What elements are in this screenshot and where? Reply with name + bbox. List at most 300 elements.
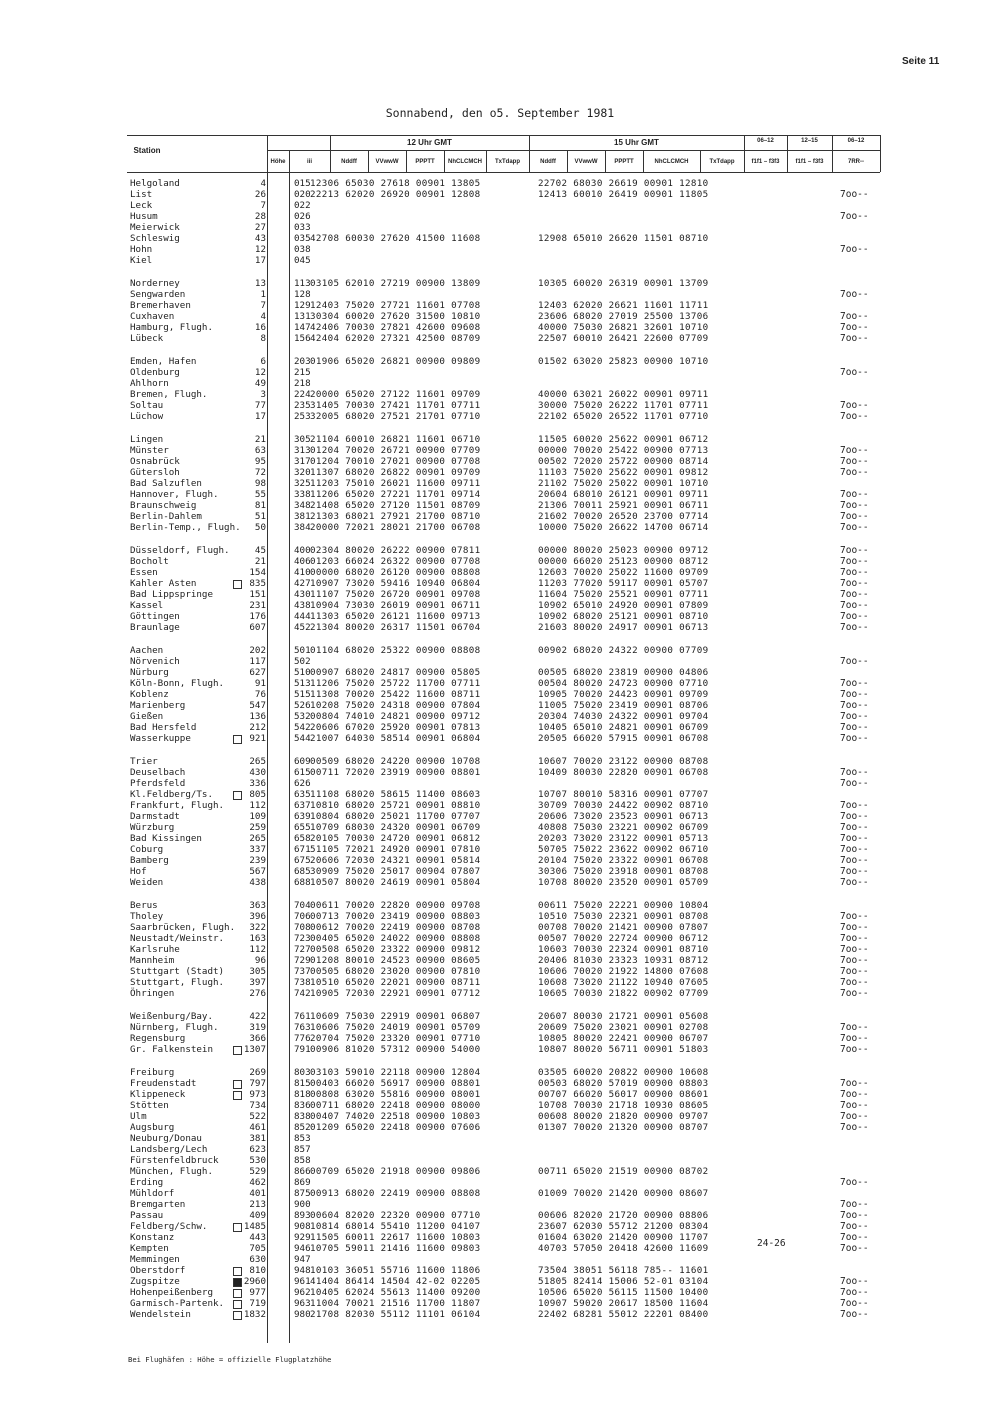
station-name: Wasserkuppe bbox=[130, 733, 191, 744]
obs-12-gmt: 10804 68020 25021 11700 07707 bbox=[310, 811, 481, 822]
obs-15-gmt: 10707 80010 58316 00901 07707 bbox=[538, 789, 709, 800]
station-altitude: 12 bbox=[254, 244, 266, 255]
obs-15-gmt: 10607 70020 23122 00900 08708 bbox=[538, 756, 709, 767]
precip-code: 7oo-- bbox=[840, 1221, 869, 1232]
obs-15-gmt: 10708 70030 21718 10930 08605 bbox=[538, 1100, 709, 1111]
header-sum-b: 12–15 bbox=[801, 138, 818, 144]
station-index: 305 bbox=[294, 434, 311, 445]
mountain-station-marker bbox=[233, 1300, 242, 1309]
station-name: Neuburg/Donau bbox=[130, 1133, 202, 1144]
station-altitude: 269 bbox=[249, 1067, 266, 1078]
obs-15-gmt: 10409 80030 22820 00901 06708 bbox=[538, 767, 709, 778]
header-12-gmt: 12 Uhr GMT bbox=[407, 138, 452, 147]
precip-code: 7oo-- bbox=[840, 1276, 869, 1287]
station-altitude: 401 bbox=[249, 1188, 266, 1199]
precip-code: 7oo-- bbox=[840, 944, 869, 955]
station-index: 038 bbox=[294, 244, 311, 255]
station-name: Münster bbox=[130, 445, 169, 456]
mountain-station-marker bbox=[233, 735, 242, 744]
precip-code: 7oo-- bbox=[840, 556, 869, 567]
station-index: 685 bbox=[294, 866, 311, 877]
obs-15-gmt: 11103 75020 25622 00901 09812 bbox=[538, 467, 709, 478]
station-altitude: 81 bbox=[254, 500, 266, 511]
station-altitude: 921 bbox=[249, 733, 266, 744]
precip-code: 7oo-- bbox=[840, 1287, 869, 1298]
station-altitude: 7 bbox=[260, 300, 266, 311]
station-name: Bamberg bbox=[130, 855, 169, 866]
header-col-12-2: VVwwW bbox=[375, 159, 399, 165]
station-altitude: 43 bbox=[254, 233, 266, 244]
obs-15-gmt: 10000 75020 26622 14700 06714 bbox=[538, 522, 709, 533]
station-index: 615 bbox=[294, 767, 311, 778]
precip-code: 7oo-- bbox=[840, 678, 869, 689]
precip-code: 7oo-- bbox=[840, 1232, 869, 1243]
precip-code: 7oo-- bbox=[840, 589, 869, 600]
obs-12-gmt: 00604 82020 22320 00900 07710 bbox=[310, 1210, 481, 1221]
station-altitude: 49 bbox=[254, 378, 266, 389]
station-index: 980 bbox=[294, 1309, 311, 1320]
obs-12-gmt: 10208 75020 24318 00900 07804 bbox=[310, 700, 481, 711]
mountain-station-marker bbox=[233, 1278, 242, 1287]
station-index: 438 bbox=[294, 600, 311, 611]
precip-code: 7oo-- bbox=[840, 1044, 869, 1055]
obs-12-gmt: 21408 65020 27120 11501 08709 bbox=[310, 500, 481, 511]
obs-15-gmt: 03505 60020 20822 00900 10608 bbox=[538, 1067, 709, 1078]
station-index: 218 bbox=[294, 378, 311, 389]
precip-code: 7oo-- bbox=[840, 1100, 869, 1111]
obs-12-gmt: 10905 72030 22921 00901 07712 bbox=[310, 988, 481, 999]
station-name: Kempten bbox=[130, 1243, 169, 1254]
station-name: Weißenburg/Bay. bbox=[130, 1011, 213, 1022]
station-altitude: 977 bbox=[249, 1287, 266, 1298]
obs-12-gmt: 00711 68020 22418 00900 08000 bbox=[310, 1100, 481, 1111]
precip-code: 7oo-- bbox=[840, 500, 869, 511]
precip-code: 7oo-- bbox=[840, 1033, 869, 1044]
station-index: 948 bbox=[294, 1265, 311, 1276]
station-name: Lingen bbox=[130, 434, 164, 445]
obs-15-gmt: 21603 80020 24917 00901 06713 bbox=[538, 622, 709, 633]
obs-15-gmt: 21602 70020 26520 23700 07714 bbox=[538, 511, 709, 522]
precip-code: 7oo-- bbox=[840, 567, 869, 578]
mountain-station-marker bbox=[233, 1311, 242, 1320]
precip-code: 7oo-- bbox=[840, 1122, 869, 1133]
obs-15-gmt: 00000 70020 25422 00900 07713 bbox=[538, 445, 709, 456]
station-index: 313 bbox=[294, 445, 311, 456]
station-altitude: 319 bbox=[249, 1022, 266, 1033]
precip-code: 7oo-- bbox=[840, 988, 869, 999]
obs-15-gmt: 12603 70020 25022 11600 09709 bbox=[538, 567, 709, 578]
obs-15-gmt: 10606 70020 21922 14800 07608 bbox=[538, 966, 709, 977]
precip-code: 7oo-- bbox=[840, 844, 869, 855]
station-name: Hohn bbox=[130, 244, 153, 255]
station-index: 946 bbox=[294, 1243, 311, 1254]
header-col-15-2: VVwwW bbox=[574, 159, 598, 165]
station-index: 961 bbox=[294, 1276, 311, 1287]
precip-code: 7oo-- bbox=[840, 522, 869, 533]
station-index: 727 bbox=[294, 944, 311, 955]
station-name: Köln-Bonn, Flugh. bbox=[130, 678, 225, 689]
precip-code: 7oo-- bbox=[840, 1078, 869, 1089]
station-name: Mannheim bbox=[130, 955, 175, 966]
station-altitude: 239 bbox=[249, 855, 266, 866]
obs-12-gmt: 10405 62024 55613 11400 09200 bbox=[310, 1287, 481, 1298]
station-altitude: 213 bbox=[249, 1199, 266, 1210]
station-index: 113 bbox=[294, 278, 311, 289]
obs-15-gmt: 10902 65010 24920 00901 07809 bbox=[538, 600, 709, 611]
obs-12-gmt: 01203 66024 26322 00900 07708 bbox=[310, 556, 481, 567]
obs-15-gmt: 10708 80020 23520 00901 05709 bbox=[538, 877, 709, 888]
station-index: 033 bbox=[294, 222, 311, 233]
obs-12-gmt: 11004 70021 21516 11700 11807 bbox=[310, 1298, 481, 1309]
obs-12-gmt: 00509 68020 24220 00900 10708 bbox=[310, 756, 481, 767]
station-index: 929 bbox=[294, 1232, 311, 1243]
obs-12-gmt: 12403 75020 27721 11601 07708 bbox=[310, 300, 481, 311]
obs-12-gmt: 31405 70030 27421 11701 07711 bbox=[310, 400, 481, 411]
station-name: Saarbrücken, Flugh. bbox=[130, 922, 236, 933]
station-altitude: 627 bbox=[249, 667, 266, 678]
header-sum-c-sub: 7RR-- bbox=[848, 159, 864, 165]
header-col-12-3: PPPTT bbox=[415, 159, 435, 165]
header-sum-a: 06–12 bbox=[757, 138, 774, 144]
station-index: 639 bbox=[294, 811, 311, 822]
obs-15-gmt: 01604 63020 21420 00900 11707 bbox=[538, 1232, 709, 1243]
station-name: Bocholt bbox=[130, 556, 169, 567]
station-altitude: 96 bbox=[254, 955, 266, 966]
precip-code: 7oo-- bbox=[840, 767, 869, 778]
station-altitude: 17 bbox=[254, 411, 266, 422]
station-name: Ahlhorn bbox=[130, 378, 169, 389]
station-name: Bad Salzuflen bbox=[130, 478, 202, 489]
station-name: Pferdsfeld bbox=[130, 778, 186, 789]
station-altitude: 176 bbox=[249, 611, 266, 622]
obs-12-gmt: 42708 60030 27620 41500 11608 bbox=[310, 233, 481, 244]
station-altitude: 547 bbox=[249, 700, 266, 711]
header-col-15-4: NhCLCMCH bbox=[654, 159, 689, 165]
obs-15-gmt: 00000 80020 25023 00900 09712 bbox=[538, 545, 709, 556]
station-altitude: 276 bbox=[249, 988, 266, 999]
station-name: Hof bbox=[130, 866, 147, 877]
station-name: Frankfurt, Flugh. bbox=[130, 800, 225, 811]
station-name: Fürstenfeldbruck bbox=[130, 1155, 219, 1166]
obs-15-gmt: 50705 75022 23622 00902 06710 bbox=[538, 844, 709, 855]
obs-12-gmt: 11307 68020 26822 00901 09709 bbox=[310, 467, 481, 478]
obs-15-gmt: 20104 75020 23322 00901 06708 bbox=[538, 855, 709, 866]
station-altitude: 607 bbox=[249, 622, 266, 633]
precip-code: 7oo-- bbox=[840, 578, 869, 589]
station-name: Sengwarden bbox=[130, 289, 186, 300]
station-index: 858 bbox=[294, 1155, 311, 1166]
obs-15-gmt: 40808 75030 23221 00902 06709 bbox=[538, 822, 709, 833]
station-name: Nürburg bbox=[130, 667, 169, 678]
station-altitude: 231 bbox=[249, 600, 266, 611]
header-sum-a-sub: f1f1 – f3f3 bbox=[751, 159, 780, 165]
station-index: 737 bbox=[294, 966, 311, 977]
obs-15-gmt: 00504 80020 24723 00900 07710 bbox=[538, 678, 709, 689]
station-name: List bbox=[130, 189, 153, 200]
station-altitude: 623 bbox=[249, 1144, 266, 1155]
header-col-12-1: Nddff bbox=[341, 159, 357, 165]
station-name: Bremen, Flugh. bbox=[130, 389, 208, 400]
obs-12-gmt: 21104 60010 26821 11601 06710 bbox=[310, 434, 481, 445]
station-altitude: 630 bbox=[249, 1254, 266, 1265]
obs-12-gmt: 11206 65020 27221 11701 09714 bbox=[310, 489, 481, 500]
station-name: Deuselbach bbox=[130, 767, 186, 778]
station-altitude: 50 bbox=[254, 522, 266, 533]
station-index: 526 bbox=[294, 700, 311, 711]
station-altitude: 95 bbox=[254, 456, 266, 467]
obs-15-gmt: 00708 70020 21421 00900 07807 bbox=[538, 922, 709, 933]
obs-12-gmt: 00906 81020 57312 00900 54000 bbox=[310, 1044, 481, 1055]
station-altitude: 151 bbox=[249, 589, 266, 600]
station-name: Darmstadt bbox=[130, 811, 180, 822]
station-altitude: 136 bbox=[249, 711, 266, 722]
obs-12-gmt: 21007 64030 58514 00901 06804 bbox=[310, 733, 481, 744]
station-name: Hannover, Flugh. bbox=[130, 489, 219, 500]
station-index: 513 bbox=[294, 678, 311, 689]
station-name: Koblenz bbox=[130, 689, 169, 700]
obs-12-gmt: 10103 36051 55716 11600 11806 bbox=[310, 1265, 481, 1276]
station-altitude: 322 bbox=[249, 922, 266, 933]
station-name: München, Flugh. bbox=[130, 1166, 213, 1177]
station-altitude: 202 bbox=[249, 645, 266, 656]
station-index: 430 bbox=[294, 589, 311, 600]
station-altitude: 705 bbox=[249, 1243, 266, 1254]
obs-15-gmt: 22102 65020 26522 11701 07710 bbox=[538, 411, 709, 422]
station-name: Emden, Hafen bbox=[130, 356, 197, 367]
precip-code: 7oo-- bbox=[840, 367, 869, 378]
precip-code: 7oo-- bbox=[840, 933, 869, 944]
station-altitude: 112 bbox=[249, 800, 266, 811]
station-index: 658 bbox=[294, 833, 311, 844]
station-name: Berlin-Dahlem bbox=[130, 511, 202, 522]
station-altitude: 443 bbox=[249, 1232, 266, 1243]
station-index: 203 bbox=[294, 356, 311, 367]
mountain-station-marker bbox=[233, 1223, 242, 1232]
station-altitude: 734 bbox=[249, 1100, 266, 1111]
station-altitude: 810 bbox=[249, 1265, 266, 1276]
station-name: Kassel bbox=[130, 600, 164, 611]
obs-15-gmt: 23607 62030 55712 21200 08304 bbox=[538, 1221, 709, 1232]
mountain-station-marker bbox=[233, 1091, 242, 1100]
station-index: 908 bbox=[294, 1221, 311, 1232]
precip-code: 7oo-- bbox=[840, 1243, 869, 1254]
obs-12-gmt: 01204 70020 26721 00900 07709 bbox=[310, 445, 481, 456]
station-altitude: 21 bbox=[254, 556, 266, 567]
obs-15-gmt: 10608 73020 21122 10940 07605 bbox=[538, 977, 709, 988]
station-altitude: 72 bbox=[254, 467, 266, 478]
station-index: 147 bbox=[294, 322, 311, 333]
station-name: Braunlage bbox=[130, 622, 180, 633]
obs-15-gmt: 00606 82020 21720 00900 08806 bbox=[538, 1210, 709, 1221]
station-name: Ulm bbox=[130, 1111, 147, 1122]
precip-code: 7oo-- bbox=[840, 811, 869, 822]
obs-12-gmt: 01208 80010 24523 00900 08605 bbox=[310, 955, 481, 966]
obs-12-gmt: 32005 68020 27521 21701 07710 bbox=[310, 411, 481, 422]
station-altitude: 45 bbox=[254, 545, 266, 556]
station-name: Memmingen bbox=[130, 1254, 180, 1265]
obs-15-gmt: 00000 66020 25123 00900 08712 bbox=[538, 556, 709, 567]
station-index: 501 bbox=[294, 645, 311, 656]
station-name: Erding bbox=[130, 1177, 164, 1188]
station-altitude: 154 bbox=[249, 567, 266, 578]
obs-15-gmt: 10902 68020 25121 00901 08710 bbox=[538, 611, 709, 622]
obs-12-gmt: 20704 75020 23320 00901 07710 bbox=[310, 1033, 481, 1044]
obs-12-gmt: 10907 73020 59416 10940 06804 bbox=[310, 578, 481, 589]
precip-code: 7oo-- bbox=[840, 289, 869, 300]
station-name: Klippeneck bbox=[130, 1089, 186, 1100]
station-index: 128 bbox=[294, 289, 311, 300]
obs-12-gmt: 11108 68020 58615 11400 08603 bbox=[310, 789, 481, 800]
precip-code: 7oo-- bbox=[840, 489, 869, 500]
station-name: Osnabrück bbox=[130, 456, 180, 467]
obs-15-gmt: 00611 75020 22221 00900 10804 bbox=[538, 900, 709, 911]
station-name: Bad Kissingen bbox=[130, 833, 202, 844]
obs-15-gmt: 11203 77020 59117 00901 05707 bbox=[538, 578, 709, 589]
station-altitude: 13 bbox=[254, 278, 266, 289]
obs-15-gmt: 11505 60020 25622 00901 06712 bbox=[538, 434, 709, 445]
station-altitude: 336 bbox=[249, 778, 266, 789]
station-index: 035 bbox=[294, 233, 311, 244]
station-altitude: 17 bbox=[254, 255, 266, 266]
header-col-12-5: TxTdapp bbox=[495, 159, 520, 165]
station-index: 947 bbox=[294, 1254, 311, 1265]
obs-15-gmt: 10907 59020 20617 18500 11604 bbox=[538, 1298, 709, 1309]
station-index: 655 bbox=[294, 822, 311, 833]
station-index: 637 bbox=[294, 800, 311, 811]
station-altitude: 117 bbox=[249, 656, 266, 667]
precip-code: 7oo-- bbox=[840, 722, 869, 733]
station-altitude: 21 bbox=[254, 434, 266, 445]
station-name: Bad Hersfeld bbox=[130, 722, 197, 733]
station-index: 515 bbox=[294, 689, 311, 700]
mountain-station-marker bbox=[233, 1289, 242, 1298]
station-altitude: 28 bbox=[254, 211, 266, 222]
obs-15-gmt: 10305 60020 26319 00901 13709 bbox=[538, 278, 709, 289]
station-index: 532 bbox=[294, 711, 311, 722]
precip-code: 7oo-- bbox=[840, 322, 869, 333]
station-name: Lüchow bbox=[130, 411, 164, 422]
station-name: Braunschweig bbox=[130, 500, 197, 511]
station-altitude: 63 bbox=[254, 445, 266, 456]
obs-12-gmt: 10810 68020 25721 00901 08810 bbox=[310, 800, 481, 811]
precip-code: 7oo-- bbox=[840, 800, 869, 811]
station-altitude: 522 bbox=[249, 1111, 266, 1122]
station-altitude: 98 bbox=[254, 478, 266, 489]
station-index: 156 bbox=[294, 333, 311, 344]
station-index: 406 bbox=[294, 556, 311, 567]
station-index: 427 bbox=[294, 578, 311, 589]
station-altitude: 27 bbox=[254, 222, 266, 233]
station-name: Nürnberg, Flugh. bbox=[130, 1022, 219, 1033]
obs-15-gmt: 10807 80020 56711 00901 51803 bbox=[538, 1044, 709, 1055]
precip-code: 7oo-- bbox=[840, 411, 869, 422]
station-index: 675 bbox=[294, 855, 311, 866]
station-altitude: 4 bbox=[260, 311, 266, 322]
station-altitude: 7 bbox=[260, 200, 266, 211]
station-name: Öhringen bbox=[130, 988, 175, 999]
obs-12-gmt: 30909 75020 25017 00904 07807 bbox=[310, 866, 481, 877]
station-index: 131 bbox=[294, 311, 311, 322]
station-altitude: 835 bbox=[249, 578, 266, 589]
obs-15-gmt: 20203 73020 23122 00901 05713 bbox=[538, 833, 709, 844]
station-index: 626 bbox=[294, 778, 311, 789]
station-altitude: 366 bbox=[249, 1033, 266, 1044]
header-hoehe: Höhe bbox=[270, 159, 286, 165]
precip-code: 7oo-- bbox=[840, 1298, 869, 1309]
station-name: Oberstdorf bbox=[130, 1265, 186, 1276]
station-altitude: 16 bbox=[254, 322, 266, 333]
precip-code: 7oo-- bbox=[840, 467, 869, 478]
obs-12-gmt: 20606 72030 24321 00901 05814 bbox=[310, 855, 481, 866]
station-name: Nörvenich bbox=[130, 656, 180, 667]
obs-12-gmt: 00000 68020 26120 00900 08808 bbox=[310, 567, 481, 578]
obs-15-gmt: 10405 65010 24821 00901 06709 bbox=[538, 722, 709, 733]
station-name: Coburg bbox=[130, 844, 164, 855]
station-altitude: 91 bbox=[254, 678, 266, 689]
station-altitude: 529 bbox=[249, 1166, 266, 1177]
station-altitude: 409 bbox=[249, 1210, 266, 1221]
obs-12-gmt: 00808 63020 55816 00900 08001 bbox=[310, 1089, 481, 1100]
station-altitude: 1485 bbox=[243, 1221, 266, 1232]
precip-code: 7oo-- bbox=[840, 456, 869, 467]
station-index: 791 bbox=[294, 1044, 311, 1055]
precip-code: 7oo-- bbox=[840, 622, 869, 633]
station-altitude: 462 bbox=[249, 1177, 266, 1188]
station-index: 815 bbox=[294, 1078, 311, 1089]
obs-15-gmt: 10805 80020 22421 00900 06707 bbox=[538, 1033, 709, 1044]
obs-12-gmt: 10709 68030 24320 00901 06709 bbox=[310, 822, 481, 833]
station-altitude: 1307 bbox=[243, 1044, 266, 1055]
precip-code: 7oo-- bbox=[840, 877, 869, 888]
station-index: 893 bbox=[294, 1210, 311, 1221]
station-index: 609 bbox=[294, 756, 311, 767]
obs-12-gmt: 00611 70020 22820 00900 09708 bbox=[310, 900, 481, 911]
mountain-station-marker bbox=[233, 791, 242, 800]
precip-code: 7oo-- bbox=[840, 711, 869, 722]
obs-12-gmt: 01906 65020 26821 00900 09809 bbox=[310, 356, 481, 367]
precip-code: 7oo-- bbox=[840, 1111, 869, 1122]
obs-12-gmt: 01104 68020 25322 00900 08808 bbox=[310, 645, 481, 656]
station-altitude: 567 bbox=[249, 866, 266, 877]
obs-15-gmt: 00902 68020 24322 00900 07709 bbox=[538, 645, 709, 656]
header-sum-c: 06–12 bbox=[847, 138, 865, 144]
obs-15-gmt: 20607 80030 21721 00901 05608 bbox=[538, 1011, 709, 1022]
obs-12-gmt: 41404 86414 14504 42-02 02205 bbox=[310, 1276, 481, 1287]
obs-15-gmt: 10905 70020 24423 00901 09709 bbox=[538, 689, 709, 700]
obs-12-gmt: 00713 70020 23419 00900 08803 bbox=[310, 911, 481, 922]
station-index: 510 bbox=[294, 667, 311, 678]
station-name: Karlsruhe bbox=[130, 944, 180, 955]
obs-15-gmt: 21306 70011 25921 00901 06711 bbox=[538, 500, 709, 511]
station-index: 866 bbox=[294, 1166, 311, 1177]
station-name: Stuttgart (Stadt) bbox=[130, 966, 225, 977]
station-name: Weiden bbox=[130, 877, 164, 888]
station-altitude: 109 bbox=[249, 811, 266, 822]
station-altitude: 4 bbox=[260, 178, 266, 189]
obs-15-gmt: 10603 70030 22324 00901 08710 bbox=[538, 944, 709, 955]
obs-15-gmt: 40000 75030 26821 32601 10710 bbox=[538, 322, 709, 333]
station-name: Soltau bbox=[130, 400, 164, 411]
obs-12-gmt: 20105 70030 24720 00901 06812 bbox=[310, 833, 481, 844]
obs-12-gmt: 21303 68021 27921 21700 08710 bbox=[310, 511, 481, 522]
obs-12-gmt: 10814 68014 55410 11200 04107 bbox=[310, 1221, 481, 1232]
obs-15-gmt: 10605 70030 21822 00902 07709 bbox=[538, 988, 709, 999]
station-name: Freudenstadt bbox=[130, 1078, 197, 1089]
station-name: Hohenpeißenberg bbox=[130, 1287, 213, 1298]
obs-15-gmt: 73504 38051 56118 785-- 11601 bbox=[538, 1265, 709, 1276]
obs-12-gmt: 21304 80020 26317 11501 06704 bbox=[310, 622, 481, 633]
station-altitude: 422 bbox=[249, 1011, 266, 1022]
